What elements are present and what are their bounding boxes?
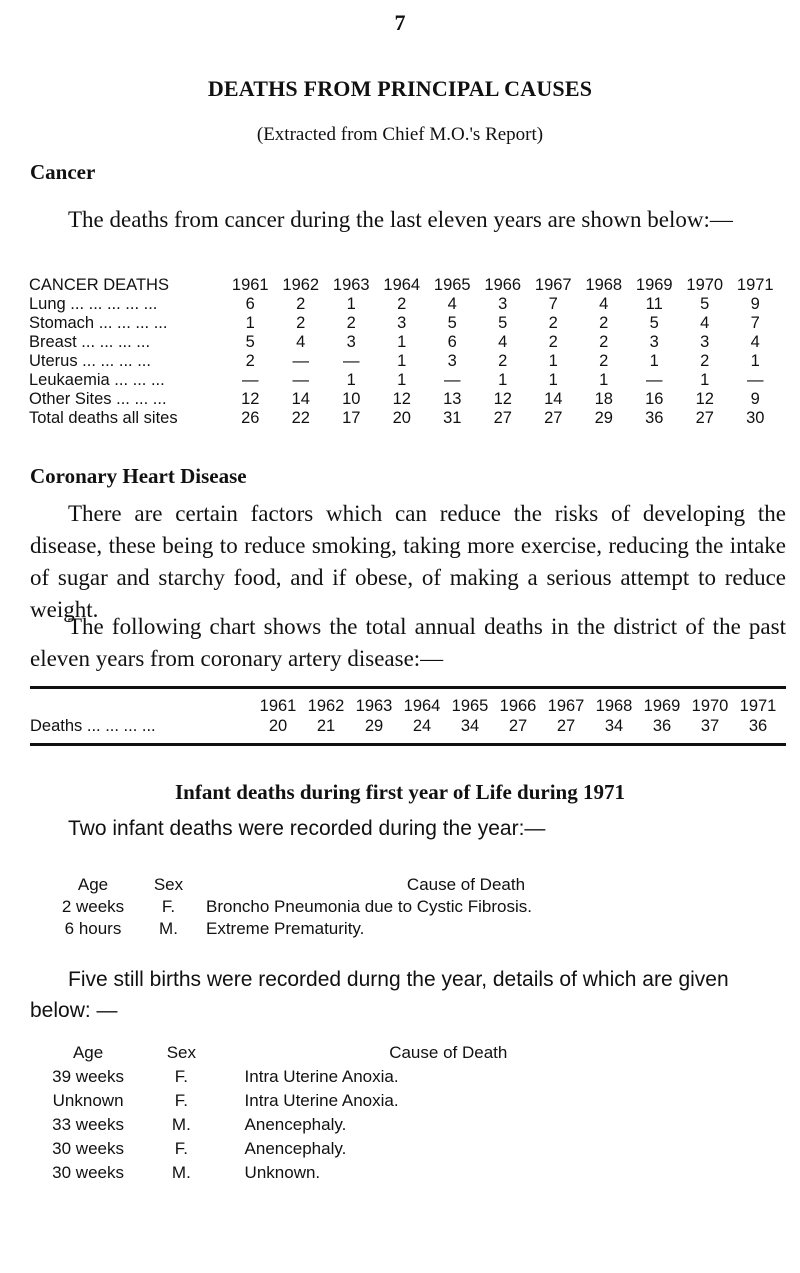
still-births-table [30, 1041, 800, 1185]
table-cell: 1 [750, 352, 760, 370]
cause-cell: Anencephaly. [244, 1139, 347, 1158]
table-cell: 2 [599, 352, 609, 370]
table-cell: 5 [498, 314, 508, 332]
table-row [29, 352, 781, 371]
age-cell: 30 weeks [52, 1163, 124, 1182]
table-cell: 3 [700, 333, 710, 351]
table-row [30, 1113, 800, 1137]
table-cell: 1 [397, 352, 407, 370]
table-cell: 4 [599, 295, 609, 313]
year-header: 1968 [595, 697, 633, 715]
age-header: Age [72, 1043, 104, 1062]
table-cell: 5 [700, 295, 710, 313]
table-cell: 3 [346, 333, 356, 351]
table-cell: 6 [447, 333, 457, 351]
row-label: Uterus ... ... ... ... [29, 352, 151, 370]
sex-cell: F. [161, 897, 176, 916]
year-header: 1961 [231, 276, 269, 294]
table-cell: 2 [245, 352, 255, 370]
table-cell: 4 [750, 333, 760, 351]
age-cell: Unknown [52, 1091, 124, 1110]
table-cell: 29 [594, 409, 613, 427]
table-row [29, 333, 781, 352]
table-cell: 30 [746, 409, 765, 427]
table-cell: 2 [498, 352, 508, 370]
still-births-header-row [30, 1041, 800, 1065]
table-cell: 2 [599, 314, 609, 332]
year-header: 1964 [403, 697, 441, 715]
table-cell: 27 [493, 409, 512, 427]
infant-header-row [55, 874, 786, 896]
year-header: 1965 [451, 697, 489, 715]
table-cell: 5 [447, 314, 457, 332]
table-row [29, 390, 781, 409]
year-header: 1961 [259, 697, 297, 715]
still-births-intro-text: Five still births were recorded durng the year, details of which are given below: — [30, 968, 729, 1022]
sex-cell: M. [159, 919, 178, 938]
table-row [29, 314, 781, 333]
table-cell: 7 [548, 295, 558, 313]
coronary-paragraph-text: There are certain factors which can reduce the risks of developing the disease, these being to reduce smoking, taking more exercise, reducing the intake of sugar and starchy food, and if obese, of making a serious attempt to reduce weight. [30, 501, 786, 622]
infant-heading: Infant deaths during first year of Life during 1971 [175, 780, 625, 804]
year-header: 1962 [307, 697, 345, 715]
table-cell: 12 [695, 390, 714, 408]
age-cell: 39 weeks [52, 1067, 124, 1086]
year-header: 1963 [355, 697, 393, 715]
page-subtitle: (Extracted from Chief M.O.'s Report) [256, 124, 544, 145]
row-label: Lung ... ... ... ... ... [29, 295, 158, 313]
table-cell: 1 [548, 371, 558, 389]
coronary-row-label: Deaths ... ... ... ... [30, 717, 156, 735]
table-cell: 3 [397, 314, 407, 332]
coronary-paragraph [30, 498, 786, 626]
table-cell: 3 [447, 352, 457, 370]
cause-header: Cause of Death [406, 875, 526, 894]
year-header: 1970 [686, 276, 724, 294]
still-births-intro [30, 964, 786, 1026]
table-cell: — [747, 371, 764, 389]
table-cell: 12 [493, 390, 512, 408]
table-cell: 6 [245, 295, 255, 313]
table-cell: 1 [498, 371, 508, 389]
year-header: 1969 [635, 276, 673, 294]
table-cell: 26 [241, 409, 260, 427]
table-cell: 4 [498, 333, 508, 351]
table-cell: 27 [695, 409, 714, 427]
cancer-deaths-table [29, 276, 781, 428]
table-cell: 31 [443, 409, 462, 427]
table-row [29, 371, 781, 390]
sex-cell: M. [171, 1115, 191, 1134]
table-cell: 14 [544, 390, 563, 408]
table-cell: 11 [645, 295, 663, 313]
cause-cell: Unknown. [244, 1163, 321, 1182]
page-title: DEATHS FROM PRINCIPAL CAUSES [207, 76, 593, 101]
table-cell: 2 [548, 333, 558, 351]
table-row [55, 918, 786, 940]
table-cell: 9 [750, 390, 760, 408]
row-label: Leukaemia ... ... ... [29, 371, 165, 389]
cancer-table-header-row [29, 276, 781, 295]
table-cell: 1 [346, 295, 356, 313]
table-cell: 36 [652, 717, 672, 735]
table-cell: 2 [599, 333, 609, 351]
age-cell: 30 weeks [52, 1139, 124, 1158]
year-header: 1967 [547, 697, 585, 715]
table-row [30, 1137, 800, 1161]
coronary-chart-intro-text: The following chart shows the total annual deaths in the district of the past eleven years from coronary artery disease:— [30, 614, 786, 671]
sex-cell: M. [171, 1163, 191, 1182]
year-header: 1963 [332, 276, 370, 294]
table-cell: 10 [342, 390, 361, 408]
table-cell: 2 [296, 314, 306, 332]
table-cell: 1 [599, 371, 609, 389]
table-cell: 22 [291, 409, 310, 427]
table-cell: 4 [296, 333, 306, 351]
table-cell: 1 [700, 371, 710, 389]
cause-cell: Intra Uterine Anoxia. [244, 1067, 399, 1086]
cause-cell: Intra Uterine Anoxia. [244, 1091, 399, 1110]
table-row [30, 1065, 800, 1089]
coronary-heading: Coronary Heart Disease [30, 464, 247, 488]
row-label: Stomach ... ... ... ... [29, 314, 168, 332]
coronary-empty-header [30, 696, 254, 716]
table-cell: 1 [548, 352, 558, 370]
coronary-chart-intro [30, 611, 786, 675]
infant-deaths-table [55, 874, 786, 940]
table-cell: 3 [498, 295, 508, 313]
table-rule-bottom [30, 743, 786, 746]
table-cell: 5 [245, 333, 255, 351]
year-header: 1971 [739, 697, 777, 715]
sex-cell: F. [174, 1091, 188, 1110]
table-cell: — [292, 371, 309, 389]
table-cell: 3 [649, 333, 659, 351]
cancer-table-row-header: CANCER DEATHS [29, 276, 169, 294]
coronary-deaths-table [30, 696, 782, 736]
table-cell: — [242, 371, 259, 389]
row-label: Total deaths all sites [29, 409, 178, 427]
table-cell: 12 [392, 390, 411, 408]
table-cell: 1 [397, 371, 407, 389]
cancer-heading: Cancer [30, 160, 96, 184]
table-cell: 1 [397, 333, 407, 351]
year-header: 1968 [585, 276, 623, 294]
table-cell: 27 [544, 409, 563, 427]
table-row [30, 1161, 800, 1185]
table-cell: 5 [649, 314, 659, 332]
sex-cell: F. [174, 1067, 188, 1086]
cause-header: Cause of Death [389, 1043, 508, 1062]
year-header: 1962 [282, 276, 320, 294]
table-cell: 2 [548, 314, 558, 332]
sex-header: Sex [166, 1043, 197, 1062]
cancer-intro-text: The deaths from cancer during the last eleven years are shown below:— [68, 207, 733, 232]
table-cell: 7 [750, 314, 760, 332]
table-cell: 9 [750, 295, 760, 313]
table-cell: 2 [346, 314, 356, 332]
table-cell: 34 [604, 717, 624, 735]
coronary-deaths-row [30, 716, 782, 736]
infant-intro: Two infant deaths were recorded during the year:— [68, 817, 546, 840]
table-row [55, 896, 786, 918]
table-row [30, 1089, 800, 1113]
sex-header: Sex [153, 875, 184, 894]
year-header: 1969 [643, 697, 681, 715]
table-cell: 2 [296, 295, 306, 313]
table-cell: 1 [245, 314, 255, 332]
table-cell: 37 [700, 717, 720, 735]
year-header: 1967 [534, 276, 572, 294]
table-cell: 27 [508, 717, 528, 735]
age-cell: 33 weeks [52, 1115, 124, 1134]
table-cell: — [292, 352, 309, 370]
table-cell: 20 [268, 717, 288, 735]
table-cell: 1 [649, 352, 659, 370]
table-rule-top [30, 686, 786, 689]
table-row [29, 409, 781, 428]
table-cell: 36 [645, 409, 664, 427]
page-number: 7 [394, 10, 406, 35]
cause-cell: Anencephaly. [244, 1115, 347, 1134]
age-cell: 2 weeks [61, 897, 125, 916]
table-cell: 13 [443, 390, 462, 408]
table-row [29, 295, 781, 314]
table-cell: 14 [291, 390, 310, 408]
table-cell: — [343, 352, 360, 370]
table-cell: 4 [447, 295, 457, 313]
table-cell: 16 [645, 390, 664, 408]
year-header: 1964 [383, 276, 421, 294]
table-cell: 36 [748, 717, 768, 735]
table-cell: — [646, 371, 663, 389]
cause-cell: Broncho Pneumonia due to Cystic Fibrosis. [206, 897, 532, 916]
table-cell: 2 [700, 352, 710, 370]
age-cell: 6 hours [64, 919, 122, 938]
year-header: 1971 [736, 276, 774, 294]
table-cell: 18 [594, 390, 613, 408]
table-cell: 24 [412, 717, 432, 735]
table-cell: 17 [342, 409, 361, 427]
table-cell: 1 [346, 371, 356, 389]
year-header: 1966 [484, 276, 522, 294]
row-label: Other Sites ... ... ... [29, 390, 167, 408]
table-cell: 29 [364, 717, 384, 735]
coronary-year-row [30, 696, 782, 716]
table-cell: — [444, 371, 461, 389]
table-cell: 27 [556, 717, 576, 735]
year-header: 1970 [691, 697, 729, 715]
table-cell: 20 [392, 409, 411, 427]
cancer-intro [30, 204, 786, 236]
table-cell: 4 [700, 314, 710, 332]
table-cell: 2 [397, 295, 407, 313]
cause-cell: Extreme Prematurity. [206, 919, 365, 938]
sex-cell: F. [174, 1139, 188, 1158]
age-header: Age [77, 875, 109, 894]
year-header: 1965 [433, 276, 471, 294]
table-cell: 21 [316, 717, 336, 735]
row-label: Breast ... ... ... ... [29, 333, 151, 351]
table-cell: 34 [460, 717, 480, 735]
year-header: 1966 [499, 697, 537, 715]
table-cell: 12 [241, 390, 260, 408]
